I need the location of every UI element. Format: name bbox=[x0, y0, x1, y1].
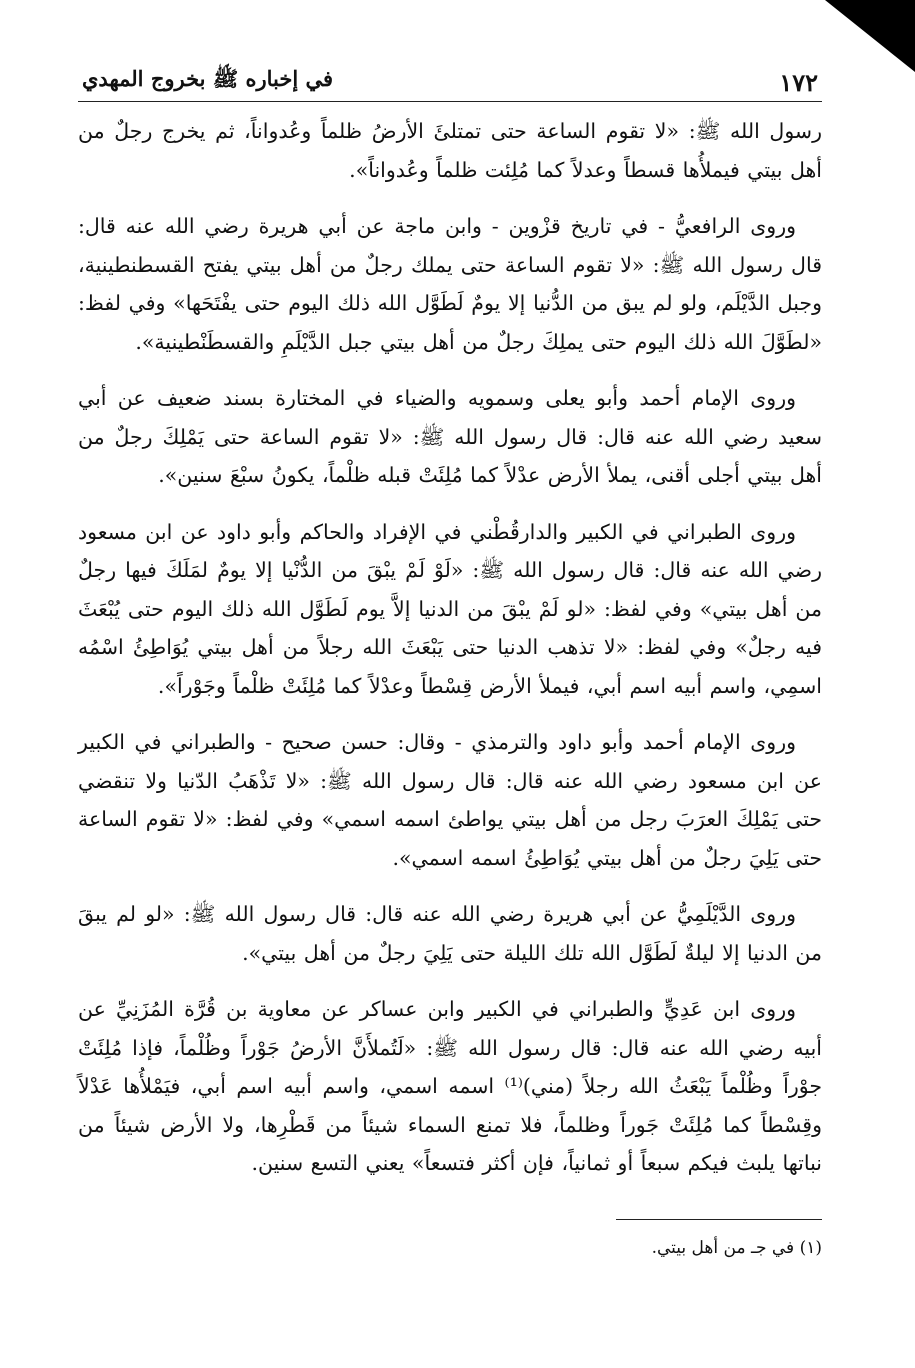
footnote: (١) في جـ من أهل بيتي. bbox=[651, 1237, 822, 1258]
body-text bbox=[78, 112, 822, 1183]
book-page bbox=[78, 58, 822, 1262]
paragraph: رسول الله ﷺ: «لا تقوم الساعة حتى تمتلئَ الأرضُ ظلماً وعُدواناً، ثم يخرج رجلٌ من أهل بيتي فيملأُها قسطاً وعدلاً كما مُلِئت ظلماً وعُدواناً». bbox=[78, 119, 822, 182]
paragraph: وروى الرافعيُّ - في تاريخ قزْوين - وابن ماجة عن أبي هريرة رضي الله عنه قال: قال رسول الله ﷺ: «لا تقوم الساعة حتى يملك رجلٌ من أهل بيتي يفتح القسطنطينية، وجبل الدَّيْلَم، ولو لم يبق من الدُّنيا إلا يومٌ لَطَوَّل الله ذلك اليوم حتى يفْتَحَها» وفي لفظ: «لطَوَّلَ الله ذلك اليوم حتى يملِكَ رجلٌ من أهل بيتي جبل الدَّيْلَمِ والقسطَنْطينية». bbox=[78, 214, 822, 354]
footnote-divider bbox=[616, 1219, 822, 1220]
running-title: في إخباره ﷺ بخروج المهدي bbox=[82, 66, 334, 91]
footnote-section bbox=[78, 1219, 822, 1262]
paragraph: وروى الطبراني في الكبير والدارقُطْني في الإفراد والحاكم وأبو داود عن ابن مسعود رضي الله عنه قال: قال رسول الله ﷺ: «لَوْ لَمْ يبْقَ من الدُّنْيا إلا يومٌ لمَلَكَ فيها رجلٌ من أهل بيتي» وفي لفظ: «لو لَمْ يبْقَ من الدنيا إلاَّ يوم لَطَوَّل الله ذلك اليوم حتى يُبْعَثَ فيه رجلٌ» وفي لفظ: «لا تذهب الدنيا حتى يَبْعَثَ الله رجلاً من أهل بيتي يُوَاطِئُ اسْمُه اسمِي، واسم أبيه اسم أبي، فيملأ الأرض قِسْطاً وعدْلاً كما مُلِئَتْ ظلْماً وجَوْراً». bbox=[78, 519, 822, 698]
paragraph: وروى الإمام أحمد وأبو يعلى وسمويه والضياء في المختارة بسند ضعيف عن أبي سعيد رضي الله عنه قال: قال رسول الله ﷺ: «لا تقوم الساعة حتى يَمْلِكَ رجلٌ من أهل بيتي أجلى أقنى، يملأ الأرض عدْلاً كما مُلِئَتْ قبله ظلْماً، يكونُ سبْعَ سنين». bbox=[78, 386, 822, 487]
page-number: ١٧٢ bbox=[779, 68, 818, 97]
paragraph: وروى ابن عَدِيٍّ والطبراني في الكبير وابن عساكر عن معاوية بن قُرَّة المُزَنِيِّ عن أبيه رضي الله عنه قال: قال رسول الله ﷺ: «لَتُملأَنَّ الأرضُ جَوْراً وظُلْماً، فإذا مُلِئَتْ جوْراً وظُلْماً يَبْعَثُ الله رجلاً (مني)⁽¹⁾ اسمه اسمي، واسم أبيه اسم أبي، فيَمْلأُها عَدْلاً وقِسْطاً كما مُلِئَتْ جَوراً وظلماً، فلا تمنع السماء شيئاً من قَطْرِها، ولا الأرض شيئاً من نباتها يلبث فيكم سبعاً أو ثمانياً، فإن أكثر فتسعاً» يعني التسع سنين. bbox=[78, 997, 823, 1175]
paragraph: وروى الإمام أحمد وأبو داود والترمذي - وقال: حسن صحيح - والطبراني في الكبير عن ابن مسعود رضي الله عنه قال: قال رسول الله ﷺ: «لا تَذْهَبُ الدّنيا ولا تنقضي حتى يَمْلِكَ العرَبَ رجل من أهل بيتي يواطئ اسمه اسمي» وفي لفظ: «لا تقوم الساعة حتى يَلِيَ رجلٌ من أهل بيتي يُوَاطِئُ اسمه اسمي». bbox=[78, 730, 822, 870]
page-corner-mark bbox=[825, 0, 915, 72]
page-header bbox=[78, 58, 822, 102]
paragraph: وروى الدَّيْلَمِيُّ عن أبي هريرة رضي الله عنه قال: قال رسول الله ﷺ: «لو لم يبقَ من الدنيا إلا ليلةٌ لَطَوَّل الله تلك الليلة حتى يَلِيَ رجلٌ من أهل بيتي». bbox=[78, 902, 822, 965]
